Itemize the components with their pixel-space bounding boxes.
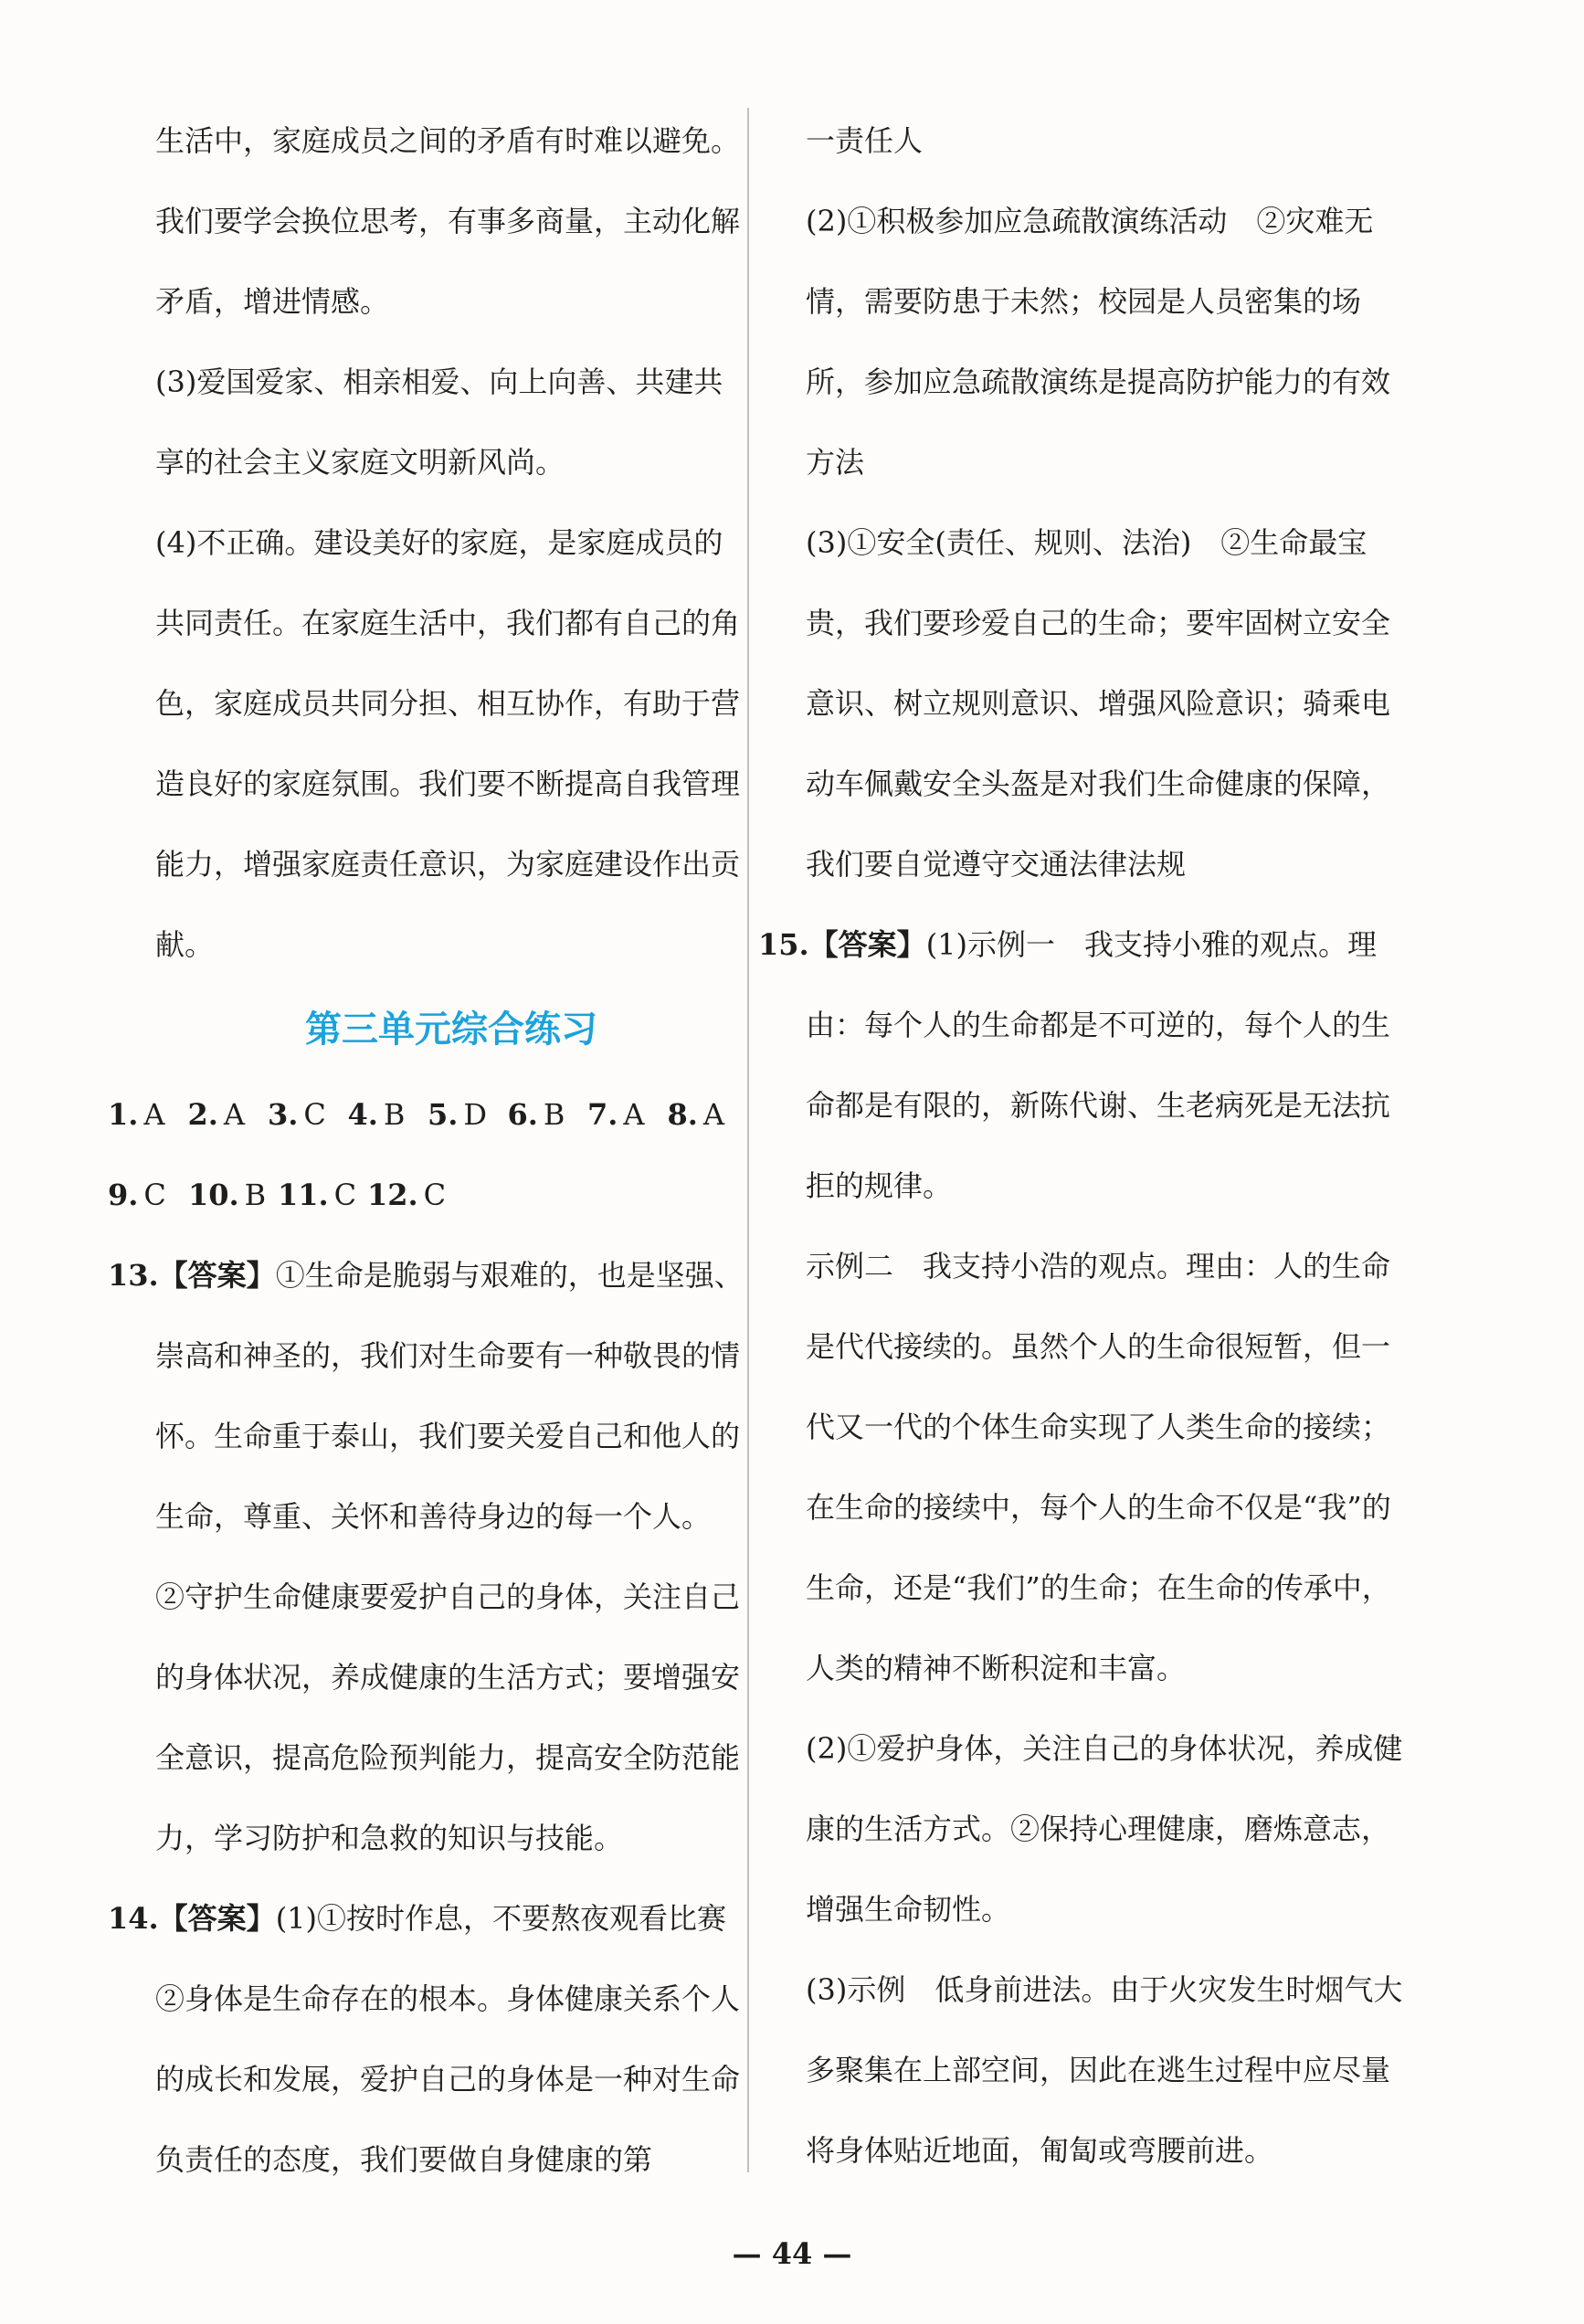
continued-paragraph: 生活中，家庭成员之间的矛盾有时难以避免。我们要学会换位思考，有事多商量，主动化解矛盾，增进情感。 [155, 123, 741, 319]
question-14-answer-part-2: ②身体是生命存在的根本。身体健康关系个人的成长和发展，爱护自己的身体是一种对生命负责任的态度，我们要做自身健康的第 [155, 1981, 741, 2177]
right-column [758, 100, 1409, 2191]
answer-choice: C [423, 1178, 447, 1212]
question-15-answer [758, 904, 1409, 1226]
answer-number: 4. [347, 1097, 378, 1132]
page-number: — 44 — [732, 2236, 852, 2271]
question-14-continued: 一责任人 [806, 123, 924, 158]
answer-item [428, 1074, 508, 1155]
answer-choice: A [623, 1097, 645, 1132]
answer-number: 12. [367, 1178, 418, 1212]
question-15-part-3: (3)示例 低身前进法。由于火灾发生时烟气大多聚集在上部空间，因此在逃生过程中应尽量将身体贴近地面，匍匐或弯腰前进。 [806, 1972, 1403, 2168]
answer-choice: B [383, 1097, 406, 1132]
answer-tag: 【答案】 [158, 1901, 276, 1936]
question-number: 15. [758, 927, 809, 962]
answer-choice: C [143, 1178, 166, 1212]
answer-item [108, 1074, 188, 1155]
answer-choice: A [223, 1097, 246, 1132]
question-13-answer-part-2: ②守护生命健康要爱护自己的身体，关注自己的身体状况，养成健康的生活方式；要增强安全意识，提高危险预判能力，提高安全防范能力，学习防护和急救的知识与技能。 [155, 1579, 741, 1855]
answer-text: (1)①按时作息，不要熬夜观看比赛 [275, 1901, 727, 1936]
answer-item [188, 1074, 269, 1155]
answer-number: 8. [667, 1097, 698, 1132]
answer-number: 7. [587, 1097, 618, 1132]
answer-choice: B [543, 1097, 565, 1132]
answer-text: ①生命是脆弱与艰难的，也是坚强、崇高和神圣的，我们对生命要有一种敬畏的情怀。生命重于泰山，我们要关爱自己和他人的生命，尊重、关怀和善待身边的每一个人。 [155, 1258, 744, 1534]
answer-number: 11. [278, 1178, 329, 1212]
answer-row-1 [108, 1074, 747, 1155]
question-14-answer [108, 1878, 747, 1959]
answer-number: 5. [428, 1097, 459, 1132]
answer-number: 10. [188, 1178, 239, 1212]
answer-row-2 [108, 1155, 747, 1235]
answer-part-4: (4)不正确。建设美好的家庭，是家庭成员的共同责任。在家庭生活中，我们都有自己的角色，家庭成员共同分担、相互协作，有助于营造良好的家庭氛围。我们要不断提高自我管理能力，增强家庭责任意识，为家庭建设作出贡献。 [155, 525, 741, 962]
answer-number: 6. [507, 1097, 538, 1132]
answer-item [268, 1074, 348, 1155]
answer-choice: C [333, 1178, 357, 1212]
column-divider [747, 108, 749, 2172]
left-column [108, 100, 747, 2200]
question-14-part-3: (3)①安全(责任、规则、法治) ②生命最宝贵，我们要珍爱自己的生命；要牢固树立安全意识、树立规则意识、增强风险意识；骑乘电动车佩戴安全头盔是对我们生命健康的保障，我们要自觉遵守交通法律法规 [806, 525, 1391, 882]
answer-part-3: (3)爱国爱家、相亲相爱、向上向善、共建共享的社会主义家庭文明新风尚。 [155, 364, 723, 480]
answer-choice: D [463, 1097, 488, 1132]
unit-title: 第三单元综合练习 [305, 1009, 597, 1051]
answer-item [188, 1155, 278, 1235]
question-number: 13. [108, 1258, 159, 1293]
answer-number: 3. [268, 1097, 299, 1132]
answer-number: 9. [108, 1178, 139, 1212]
answer-item [508, 1074, 588, 1155]
answer-tag: 【答案】 [808, 927, 926, 962]
question-14-part-2: (2)①积极参加应急疏散演练活动 ②灾难无情，需要防患于未然；校园是人员密集的场所，参加应急疏散演练是提高防护能力的有效方法 [806, 204, 1391, 480]
answer-item [587, 1074, 668, 1155]
answer-choice: A [143, 1097, 165, 1132]
question-15-example-2: 示例二 我支持小浩的观点。理由：人的生命是代代接续的。虽然个人的生命很短暂，但一代又一代的个体生命实现了人类生命的接续；在生命的接续中，每个人的生命不仅是“我”的生命，还是“我们”的生命；在生命的传承中，人类的精神不断积淀和丰富。 [806, 1249, 1391, 1685]
answer-choice: A [702, 1097, 725, 1132]
answer-item [108, 1155, 188, 1235]
answer-choice: C [303, 1097, 326, 1132]
answer-choice: B [244, 1178, 267, 1212]
answer-item [668, 1074, 748, 1155]
question-number: 14. [108, 1901, 159, 1936]
question-15-part-2: (2)①爱护身体，关注自己的身体状况，养成健康的生活方式。②保持心理健康，磨炼意志，增强生命韧性。 [806, 1731, 1403, 1927]
answer-number: 2. [187, 1097, 218, 1132]
question-13-answer [108, 1235, 747, 1557]
answer-tag: 【答案】 [158, 1258, 276, 1293]
answer-item [367, 1155, 457, 1235]
answer-number: 1. [108, 1097, 139, 1132]
answer-item [348, 1074, 428, 1155]
answer-item [278, 1155, 367, 1235]
answer-text: (1)示例一 我支持小雅的观点。理由：每个人的生命都是不可逆的，每个人的生命都是有限的，新陈代谢、生老病死是无法抗拒的规律。 [806, 927, 1391, 1203]
